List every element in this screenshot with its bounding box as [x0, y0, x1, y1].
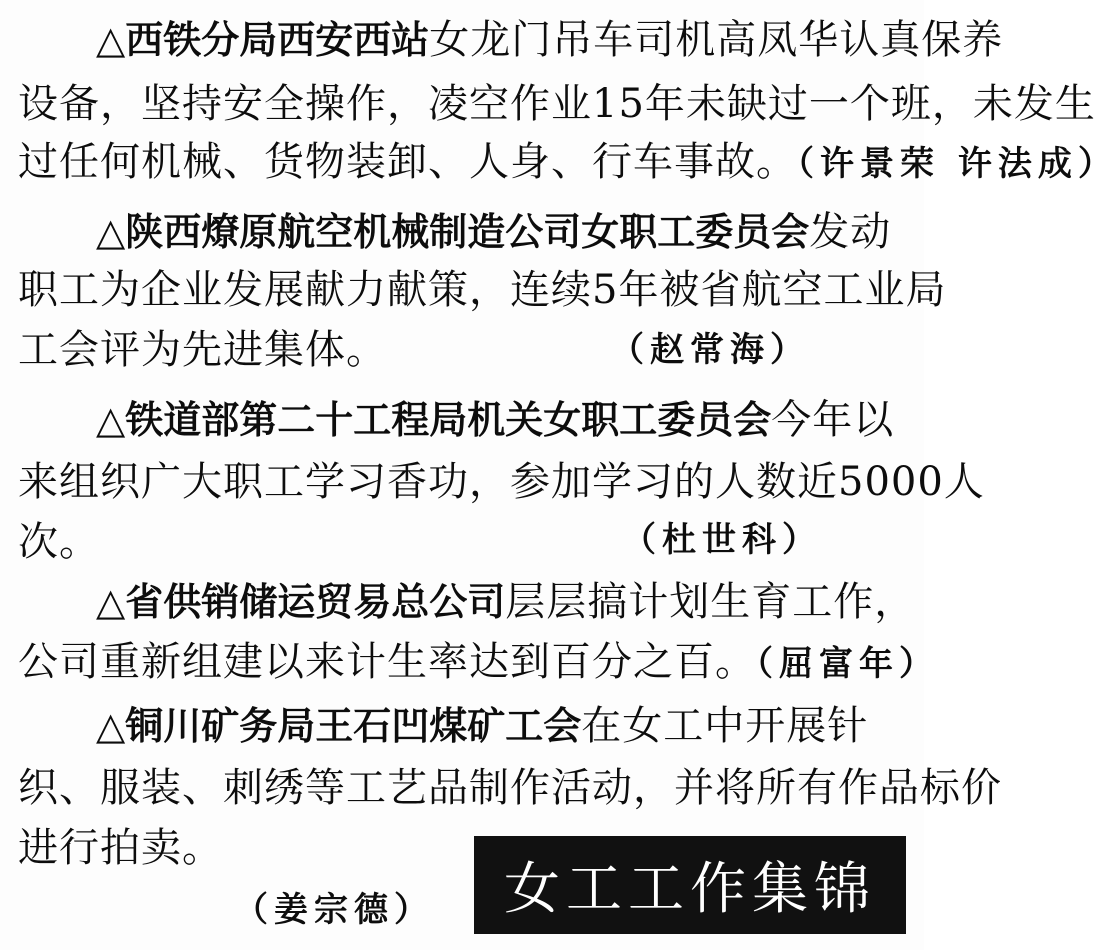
item-1-line-2: 设备，坚持安全操作，凌空作业15年未缺过一个班，未发生	[18, 81, 1096, 127]
item-4-line-1	[96, 576, 914, 628]
item-5-line-1-text: 在女工中开展针	[581, 703, 869, 749]
item-2-line-3: 工会评为先进集体。	[18, 327, 387, 373]
item-2-line-2: 职工为企业发展献力献策，连续5年被省航空工业局	[18, 267, 947, 313]
item-4-org: △省供销储运贸易总公司	[96, 580, 506, 624]
item-1-author: （许景荣 许法成）	[797, 144, 1118, 184]
item-5-author: （姜宗德）	[234, 890, 434, 930]
item-5-line-2: 织、服装、刺绣等工艺品制作活动，并将所有作品标价	[18, 765, 1002, 811]
item-3-line-3: 次。	[18, 519, 100, 565]
item-3-line-1	[96, 394, 914, 446]
item-5-org: △铜川矿务局王石凹煤矿工会	[96, 704, 582, 748]
item-1-line-1-text: 女龙门吊车司机高凤华认真保养	[429, 17, 1004, 63]
item-1-line-3	[18, 136, 1118, 188]
item-1-org: △西铁分局西安西站	[96, 18, 430, 62]
item-4-line-2-text: 公司重新组建以来计生率达到百分之百。	[18, 639, 756, 685]
item-3-org: △铁道部第二十工程局机关女职工委员会	[96, 398, 772, 442]
section-title-banner: 女工工作集锦	[474, 836, 906, 934]
item-1-line-1	[96, 14, 1004, 66]
item-2-author: （赵常海）	[610, 330, 810, 370]
item-2-line-1-text: 发动	[809, 209, 892, 255]
item-4-author: （屈富年）	[756, 644, 939, 684]
item-1-line-3-text: 过任何机械、货物装卸、人身、行车事故。	[18, 139, 797, 185]
item-5-line-1	[96, 700, 914, 752]
item-3-author: （杜世科）	[622, 520, 822, 560]
item-3-line-1-text: 今年以	[771, 397, 895, 443]
item-2-line-1	[96, 206, 914, 258]
item-4-line-2	[18, 636, 939, 688]
item-3-line-2: 来组织广大职工学习香功，参加学习的人数近5000人	[18, 459, 985, 505]
item-4-line-1-text: 层层搞计划生育工作，	[505, 579, 916, 625]
item-5-line-3: 进行拍卖。	[18, 825, 223, 871]
item-2-org: △陕西燎原航空机械制造公司女职工委员会	[96, 210, 810, 254]
